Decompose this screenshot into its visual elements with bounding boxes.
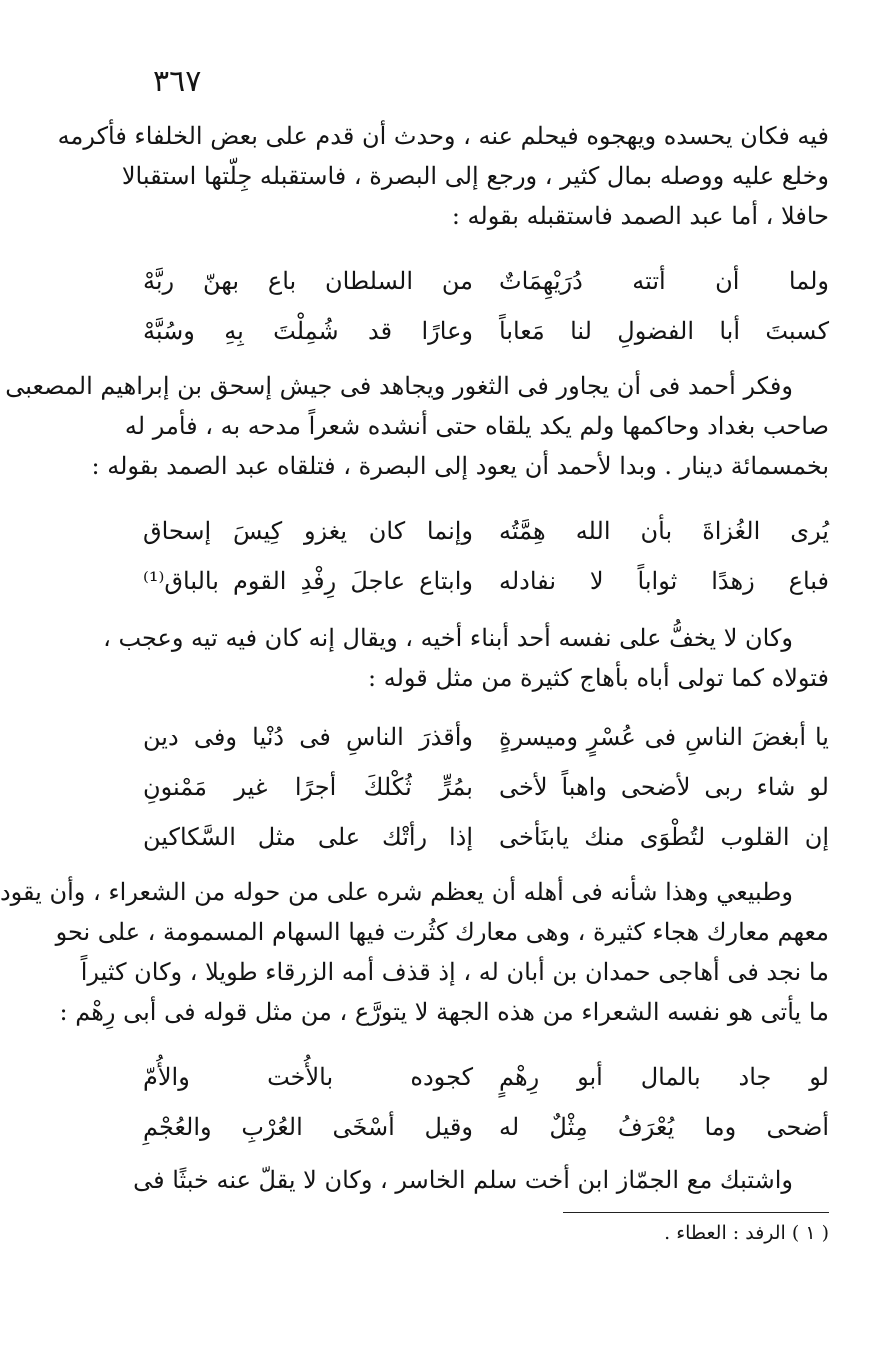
verse-first-hemistich: يا أبغضَ الناسِ فى عُسْرٍ وميسرةٍ [499,723,829,751]
verse-first-hemistich: إن القلوب لتُطْوَى منك يابنَأخى [499,823,829,851]
verse-line [143,1052,829,1102]
text-line: وطبيعي وهذا شأنه فى أهله أن يعظم شره على من حوله من الشعراء ، وأن يقود [0,878,793,906]
paragraph-1 [57,116,829,236]
text-line: ما نجد فى أهاجى حمدان بن أبان له ، إذ قذف أمه الزرقاء طويلا ، وكان كثيراً [80,958,829,986]
verse-second-hemistich: وعارًا قد شُمِلْتَ بِهِ وسُبَّهْ [143,317,473,345]
verse-first-hemistich: فباع زهدًا ثواباً لا نفادله [499,567,829,595]
verse-first-hemistich: ولما أن أتته دُرَيْهِمَاتٌ [499,267,829,295]
verse-second-hemistich: إذا رأتْك على مثل السَّكاكين [143,823,473,851]
text-line: بخمسمائة دينار . وبدا لأحمد أن يعود إلى البصرة ، فتلقاه عبد الصمد بقوله : [91,452,829,480]
verse-second-hemistich: وأقذرَ الناسِ فى دُنْيا وفى دين [143,723,473,751]
verse-first-hemistich: لو شاء ربى لأضحى واهباً لأخى [499,773,829,801]
verse-line [143,1102,829,1152]
paragraph-5 [133,1160,829,1200]
verse-line [143,306,829,356]
verse-line [143,712,829,762]
verse-line [143,812,829,862]
paragraph-4 [0,872,829,1032]
text-line: وكان لا يخفُّ على نفسه أحد أبناء أخيه ، ويقال إنه كان فيه تيه وعجب ، [103,624,793,652]
verse-first-hemistich: كسبتَ أبا الفضولِ لنا مَعاباً [499,317,829,345]
verse-second-hemistich: من السلطان باع بهنّ ربَّهْ [143,267,473,295]
text-line: حافلا ، أما عبد الصمد فاستقبله بقوله : [451,202,829,230]
verse-block-3 [143,712,829,862]
verse-block-4 [143,1052,829,1152]
verse-second-hemistich: وابتاع عاجلَ رِفْدِ القوم بالباق⁽¹⁾ [143,567,473,595]
page-number: ٣٦٧ [153,64,202,99]
text-line: صاحب بغداد وحاكمها ولم يكد يلقاه حتى أنشده شعراً مدحه به ، فأمر له [124,412,829,440]
text-line: فتولاه كما تولى أباه بأهاج كثيرة من مثل قوله : [368,664,829,692]
footnote-divider [563,1212,829,1213]
text-line: معهم معارك هجاء كثيرة ، وهى معارك كثُرت فيها السهام المسمومة ، على نحو [55,918,829,946]
verse-block-1 [143,256,829,356]
verse-line [143,762,829,812]
verse-line [143,256,829,306]
text-line: وخلع عليه ووصله بمال كثير ، ورجع إلى البصرة ، فاستقبله جِلّتها استقبالا [121,162,829,190]
verse-block-2 [143,506,829,606]
footnote: ( ١ ) الرفد : العطاء . [664,1222,829,1244]
verse-second-hemistich: كجوده بالأُخت والأُمّ [143,1063,473,1091]
verse-second-hemistich: بمُرٍّ ثُكْلكَ أجرًا غير مَمْنونِ [143,773,473,801]
verse-second-hemistich: وقيل أسْخَى العُرْبِ والعُجْمِ [143,1113,473,1141]
text-line: وفكر أحمد فى أن يجاور فى الثغور ويجاهد فى جيش إسحق بن إبراهيم المصعبى [5,372,793,400]
verse-line [143,506,829,556]
paragraph-2 [5,366,829,486]
verse-first-hemistich: يُرى الغُزاةَ بأن الله هِمَّتُه [499,517,829,545]
paragraph-3 [103,618,829,698]
text-line: فيه فكان يحسده ويهجوه فيحلم عنه ، وحدث أن قدم على بعض الخلفاء فأكرمه [57,122,829,150]
verse-line [143,556,829,606]
verse-second-hemistich: وإنما كان يغزو كِيسَ إسحاق [143,517,473,545]
text-line: ما يأتى هو نفسه الشعراء من هذه الجهة لا يتورَّع ، من مثل قوله فى أبى رِهْم : [59,998,829,1026]
verse-first-hemistich: أضحى وما يُعْرَفُ مِثْلٌ له [499,1113,829,1141]
verse-first-hemistich: لو جاد بالمال أبو رِهْمٍ [499,1063,829,1091]
text-line: واشتبك مع الجمّاز ابن أخت سلم الخاسر ، وكان لا يقلّ عنه خبثًا فى [133,1166,793,1194]
